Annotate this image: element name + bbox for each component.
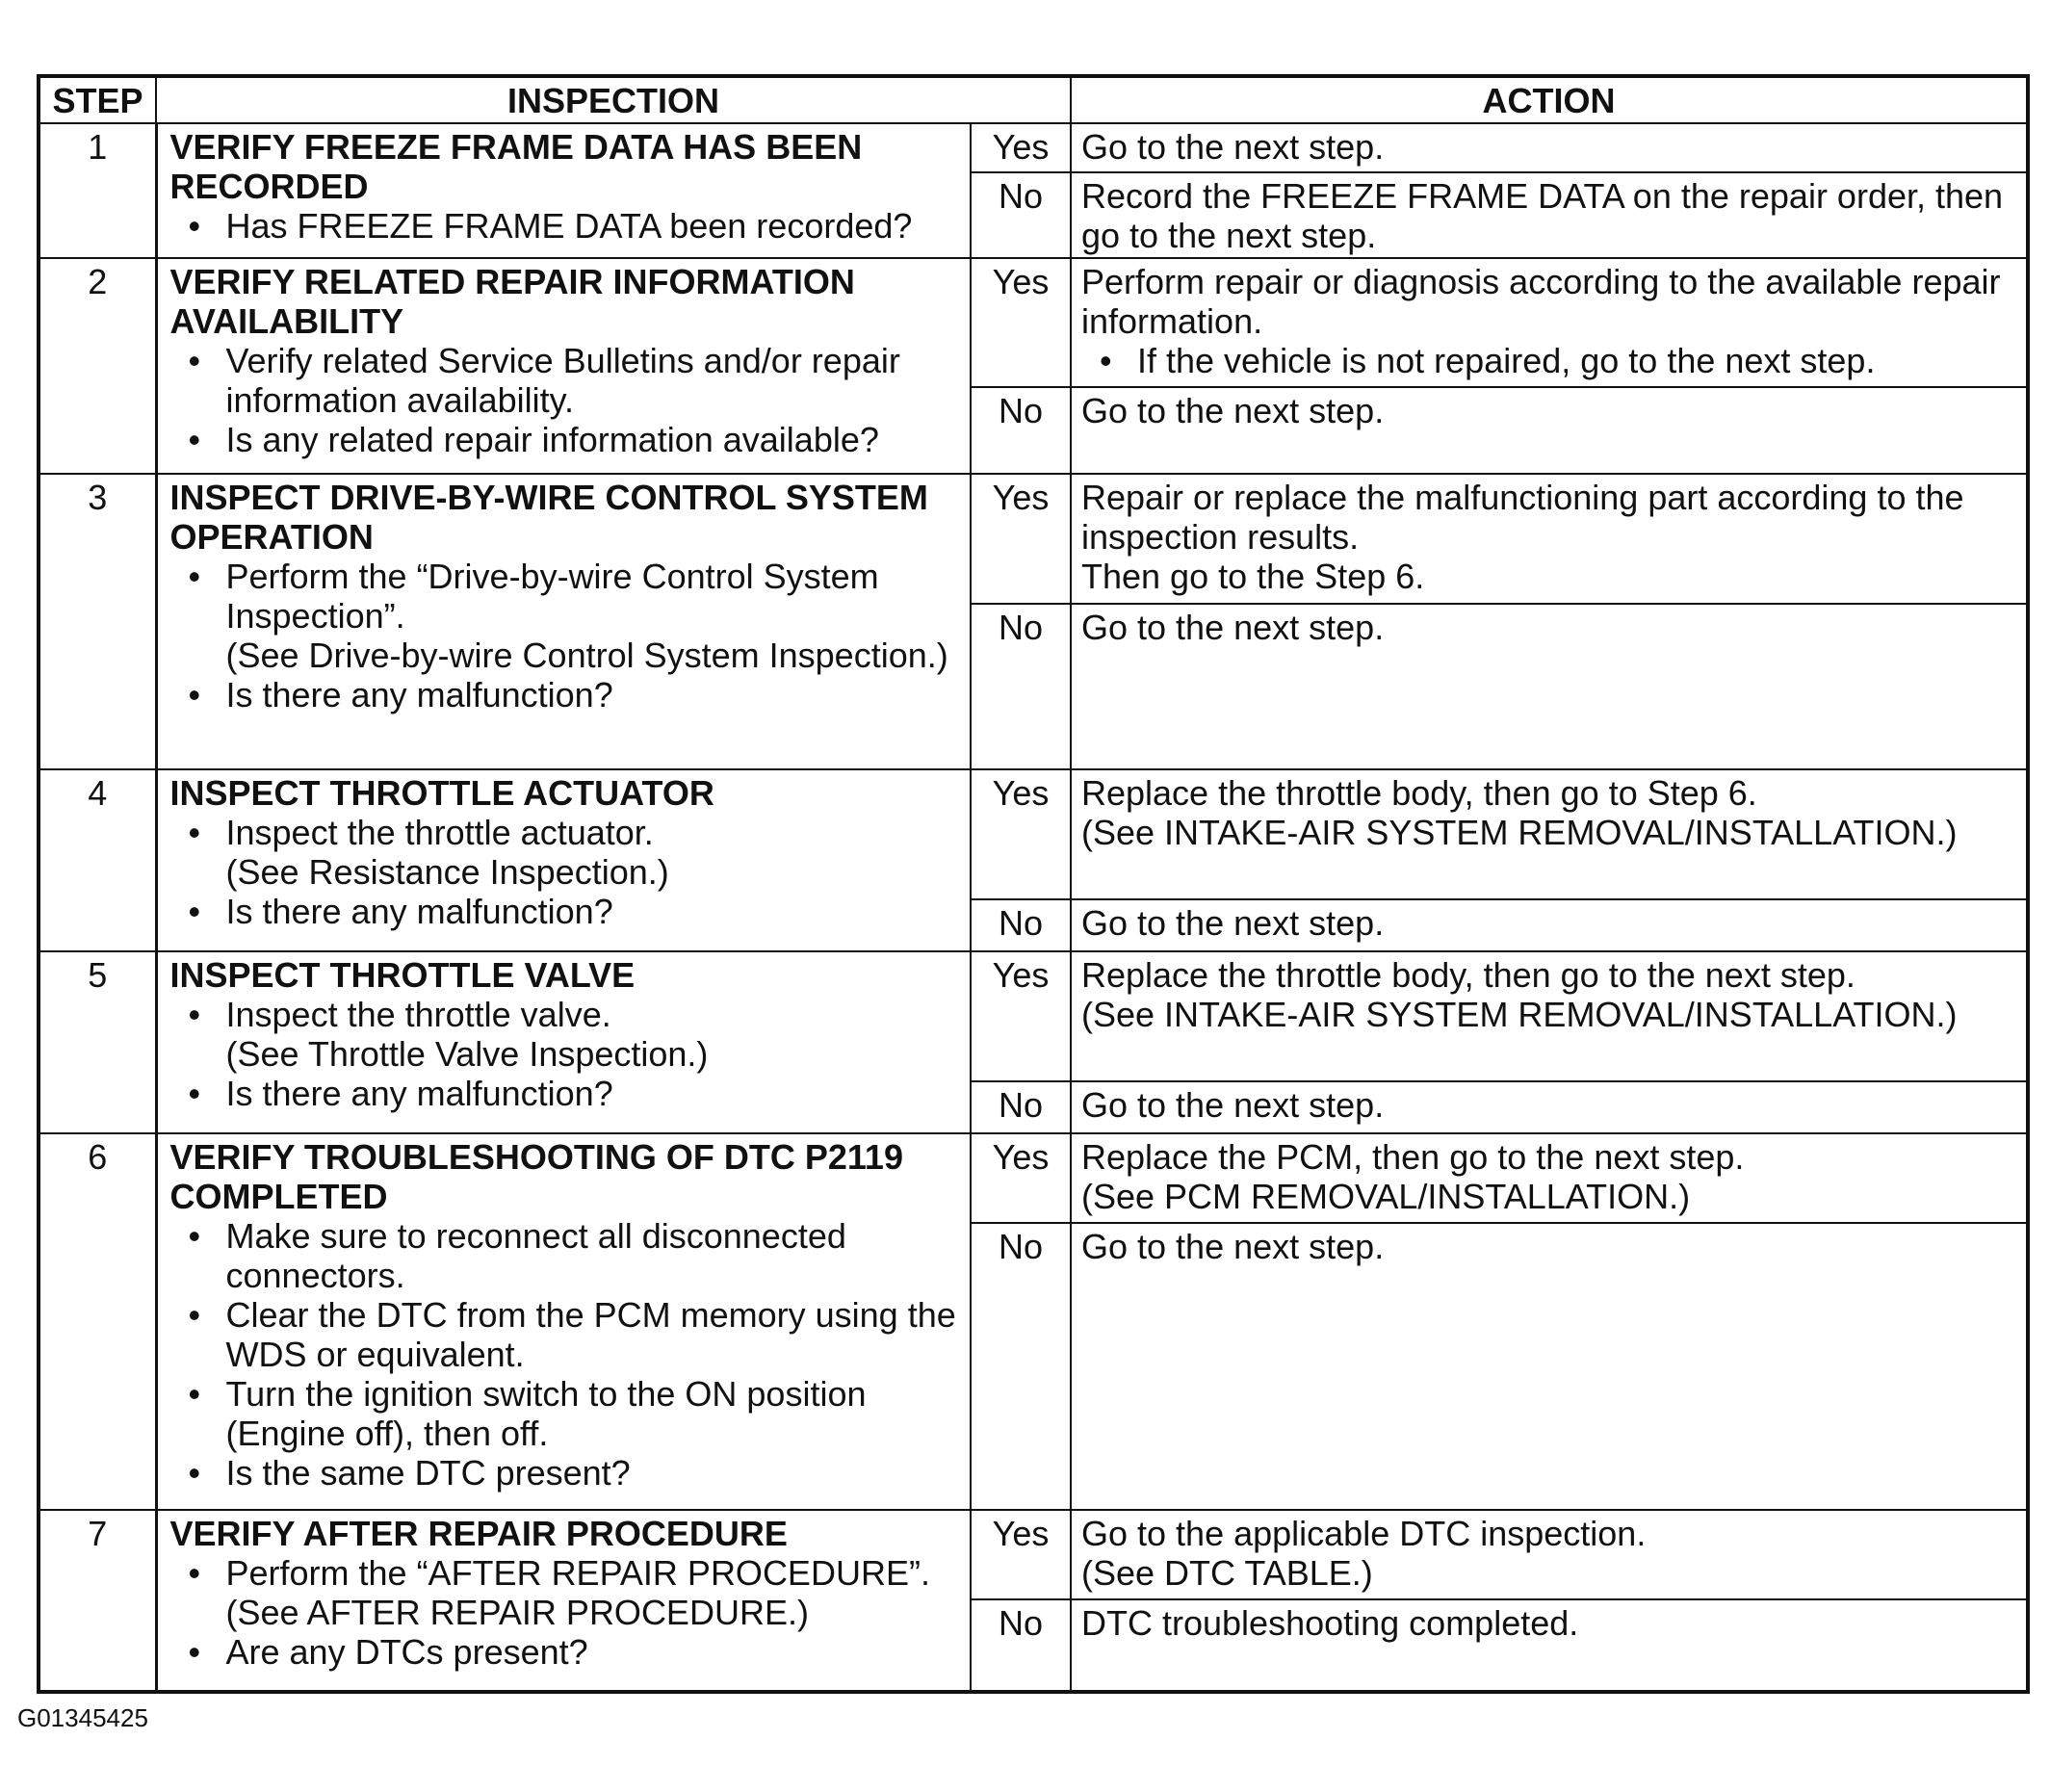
figure-id: G01345425 <box>17 1703 148 1732</box>
no-action <box>1071 1081 2028 1133</box>
table-row <box>39 474 2028 604</box>
table-row <box>39 123 2028 172</box>
yes-action <box>1071 769 2028 899</box>
no-label: No <box>971 1599 1071 1692</box>
inspection-cell <box>156 258 971 474</box>
step-number: 4 <box>39 769 156 951</box>
yes-label: Yes <box>971 258 1071 387</box>
step-number: 3 <box>39 474 156 769</box>
inspection-bullet <box>170 1553 957 1632</box>
inspection-bullet <box>170 557 957 675</box>
bullet-text: (See Throttle Valve Inspection.) <box>225 1034 709 1074</box>
inspection-bullet <box>170 206 957 246</box>
yes-label: Yes <box>971 1510 1071 1599</box>
action-text: Repair or replace the malfunctioning part according to the inspection results. <box>1081 478 1964 557</box>
bullet-text: • Is there any malfunction? <box>225 892 613 931</box>
yes-action <box>1071 951 2028 1081</box>
table-row <box>39 1133 2028 1223</box>
inspection-cell <box>156 1510 971 1692</box>
no-label: No <box>971 604 1071 769</box>
no-label: No <box>971 1081 1071 1133</box>
action-bullets <box>1081 341 2018 380</box>
inspection-bullet <box>170 341 957 420</box>
header-action: ACTION <box>1071 76 2028 123</box>
bullet-text: • Is the same DTC present? <box>225 1453 631 1493</box>
yes-action <box>1071 474 2028 604</box>
bullet-text: • Is there any malfunction? <box>225 1074 613 1113</box>
action-text: Go to the next step. <box>1081 1085 1385 1125</box>
inspection-bullet <box>170 1216 957 1295</box>
action-text: (See INTAKE-AIR SYSTEM REMOVAL/INSTALLATION.) <box>1081 813 1958 852</box>
inspection-bullets <box>170 1553 957 1672</box>
no-label: No <box>971 1223 1071 1510</box>
action-text: Go to the applicable DTC inspection. <box>1081 1514 1647 1553</box>
yes-action <box>1071 258 2028 387</box>
inspection-bullet <box>170 1453 957 1493</box>
action-text: Go to the next step. <box>1081 608 1385 647</box>
inspection-bullets <box>170 1216 957 1493</box>
inspection-title: VERIFY AFTER REPAIR PROCEDURE <box>169 1514 788 1553</box>
table-body <box>39 123 2028 1692</box>
table-row <box>39 769 2028 899</box>
bullet-text: • Make sure to reconnect all disconnected connectors. <box>225 1216 846 1295</box>
yes-label: Yes <box>971 769 1071 899</box>
inspection-bullets <box>170 813 957 931</box>
bullet-text: (See AFTER REPAIR PROCEDURE.) <box>225 1593 809 1632</box>
inspection-cell <box>156 474 971 769</box>
step-number: 5 <box>39 951 156 1133</box>
bullet-text: • Perform the “AFTER REPAIR PROCEDURE”. <box>225 1553 930 1593</box>
no-action <box>1071 1599 2028 1692</box>
yes-action <box>1071 1510 2028 1599</box>
inspection-bullet <box>170 675 957 714</box>
action-text: Go to the next step. <box>1081 391 1385 430</box>
bullet-text: • Is there any malfunction? <box>225 675 613 714</box>
inspection-bullets <box>170 341 957 459</box>
no-action <box>1071 172 2028 258</box>
action-text: (See PCM REMOVAL/INSTALLATION.) <box>1081 1177 1691 1216</box>
bullet-text: • Perform the “Drive-by-wire Control System Inspection”. <box>225 557 879 636</box>
action-text: DTC troubleshooting completed. <box>1081 1603 1579 1643</box>
bullet-text: • Has FREEZE FRAME DATA been recorded? <box>225 206 913 246</box>
yes-action <box>1071 123 2028 172</box>
table-row <box>39 1510 2028 1599</box>
no-label: No <box>971 172 1071 258</box>
inspection-bullet <box>170 813 957 892</box>
table-row <box>39 258 2028 387</box>
yes-action <box>1071 1133 2028 1223</box>
bullet-text: • Inspect the throttle actuator. <box>225 813 654 852</box>
inspection-title: VERIFY RELATED REPAIR INFORMATION AVAILABILITY <box>169 262 855 341</box>
no-label: No <box>971 899 1071 951</box>
yes-label: Yes <box>971 474 1071 604</box>
inspection-bullet <box>170 420 957 459</box>
step-number: 7 <box>39 1510 156 1692</box>
inspection-bullets <box>170 557 957 714</box>
bullet-text: (See Resistance Inspection.) <box>225 852 669 892</box>
inspection-title: VERIFY TROUBLESHOOTING OF DTC P2119 COMPLETED <box>169 1137 903 1216</box>
inspection-bullets <box>170 206 957 246</box>
inspection-title: INSPECT THROTTLE VALVE <box>169 955 636 995</box>
table-header-row <box>39 76 2028 123</box>
action-text: Replace the PCM, then go to the next step. <box>1081 1137 1745 1177</box>
bullet-text: • Is any related repair information available? <box>225 420 879 459</box>
inspection-bullet <box>170 995 957 1074</box>
inspection-bullet <box>170 1295 957 1374</box>
bullet-text: • Turn the ignition switch to the ON position (Engine off), then off. <box>225 1374 867 1453</box>
action-text: Then go to the Step 6. <box>1081 557 1425 596</box>
step-number: 1 <box>39 123 156 258</box>
yes-label: Yes <box>971 1133 1071 1223</box>
table-row <box>39 951 2028 1081</box>
no-action <box>1071 1223 2028 1510</box>
header-step: STEP <box>39 76 156 123</box>
action-text: Go to the next step. <box>1081 1227 1385 1266</box>
inspection-bullet <box>170 892 957 931</box>
header-inspection: INSPECTION <box>156 76 1071 123</box>
action-text: Perform repair or diagnosis according to the available repair information. <box>1081 262 2001 341</box>
action-text: Replace the throttle body, then go to Step 6. <box>1081 773 1757 813</box>
action-text: (See DTC TABLE.) <box>1081 1553 1373 1593</box>
bullet-text: • Verify related Service Bulletins and/or repair information availability. <box>225 341 900 420</box>
action-text: (See INTAKE-AIR SYSTEM REMOVAL/INSTALLATION.) <box>1081 995 1958 1034</box>
action-text: Record the FREEZE FRAME DATA on the repair order, then go to the next step. <box>1081 176 2004 255</box>
action-text: Replace the throttle body, then go to the next step. <box>1081 955 1855 995</box>
inspection-bullet <box>170 1074 957 1113</box>
inspection-title: INSPECT DRIVE-BY-WIRE CONTROL SYSTEM OPERATION <box>169 478 928 557</box>
bullet-text: • Are any DTCs present? <box>225 1632 588 1672</box>
bullet-text: • Inspect the throttle valve. <box>225 995 611 1034</box>
yes-label: Yes <box>971 951 1071 1081</box>
inspection-cell <box>156 951 971 1133</box>
no-action <box>1071 387 2028 474</box>
bullet-text: (See Drive-by-wire Control System Inspection.) <box>225 636 948 675</box>
inspection-cell <box>156 1133 971 1510</box>
inspection-bullet <box>170 1374 957 1453</box>
yes-label: Yes <box>971 123 1071 172</box>
action-text: Go to the next step. <box>1081 903 1385 943</box>
inspection-title: INSPECT THROTTLE ACTUATOR <box>169 773 714 813</box>
diagnostic-table <box>37 74 2030 1694</box>
step-number: 2 <box>39 258 156 474</box>
inspection-bullet <box>170 1632 957 1672</box>
no-action <box>1071 899 2028 951</box>
no-action <box>1071 604 2028 769</box>
no-label: No <box>971 387 1071 474</box>
inspection-cell <box>156 769 971 951</box>
bullet-text: • Clear the DTC from the PCM memory using the WDS or equivalent. <box>225 1295 956 1374</box>
inspection-cell <box>156 123 971 258</box>
action-text: Go to the next step. <box>1081 127 1385 167</box>
step-number: 6 <box>39 1133 156 1510</box>
inspection-title: VERIFY FREEZE FRAME DATA HAS BEEN RECORDED <box>169 127 863 206</box>
action-bullet: • If the vehicle is not repaired, go to the next step. <box>1081 341 2018 380</box>
inspection-bullets <box>170 995 957 1113</box>
